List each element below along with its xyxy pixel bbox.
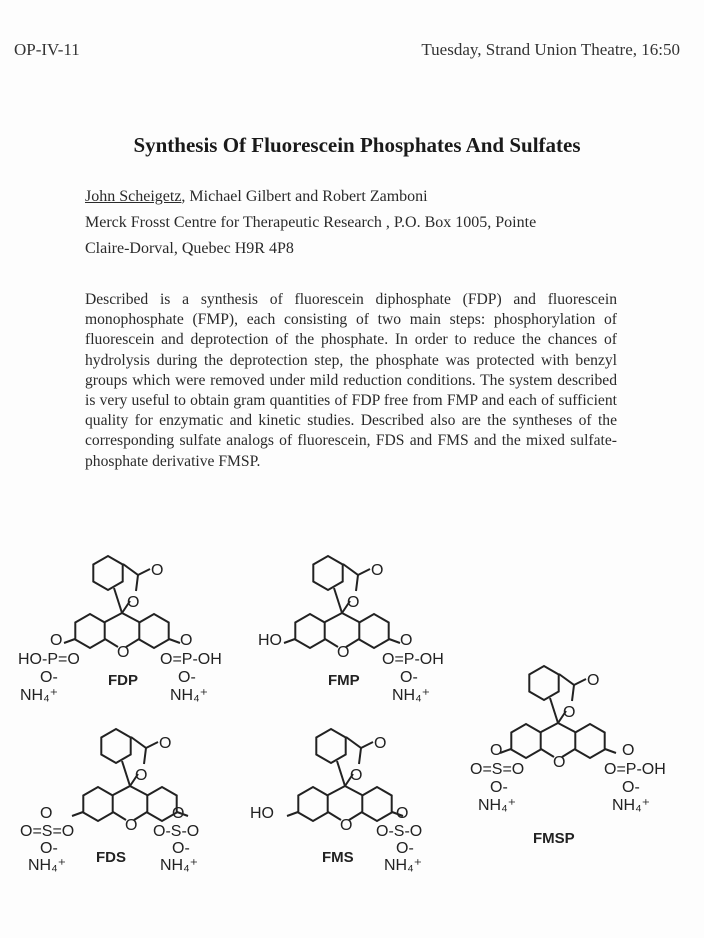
bond: [550, 698, 558, 723]
benzene-ring: [529, 666, 558, 700]
atom-label: O: [490, 742, 503, 759]
atom-label: NH₄⁺: [612, 797, 651, 814]
xanthene-ring: [511, 724, 540, 758]
bond: [389, 639, 400, 643]
atom-label: O: [159, 735, 172, 752]
xanthene-ring: [295, 614, 324, 648]
bond: [131, 737, 146, 764]
atom-label: O: [374, 735, 387, 752]
atom-label: O: [340, 817, 353, 834]
atom-label: O: [127, 594, 140, 611]
page-title: Synthesis Of Fluorescein Phosphates And Sulfates: [133, 133, 581, 157]
atom-label: O-: [490, 779, 508, 796]
atom-label: O=S=O: [470, 761, 525, 778]
atom-label: NH₄⁺: [170, 687, 209, 704]
presenting-author: John Scheigetz: [85, 188, 182, 205]
atom-label: NH₄⁺: [20, 687, 59, 704]
bond: [346, 737, 361, 764]
carbonyl-bond: [138, 569, 150, 575]
xanthene-ring: [75, 614, 104, 648]
atom-label: O=P-OH: [604, 761, 666, 778]
atom-label: NH₄⁺: [28, 857, 67, 874]
bond: [105, 613, 139, 622]
xanthene-ring: [359, 614, 388, 648]
carbonyl-bond: [361, 742, 373, 748]
atom-label: O: [347, 594, 360, 611]
atom-label: O: [40, 805, 53, 822]
atom-label: O: [50, 632, 63, 649]
atom-label: O: [563, 704, 576, 721]
atom-label: NH₄⁺: [160, 857, 199, 874]
atom-label: O-: [40, 669, 58, 686]
atom-label: O=S=O: [20, 823, 75, 840]
bond: [328, 786, 362, 795]
bond: [114, 588, 122, 613]
atom-label: HO: [258, 632, 282, 649]
benzene-ring: [316, 729, 345, 763]
carbonyl-bond: [358, 569, 370, 575]
bond: [325, 613, 359, 622]
structure-name: FMP: [328, 672, 360, 689]
benzene-ring: [93, 556, 122, 590]
bond: [113, 786, 147, 795]
atom-label: O: [172, 805, 185, 822]
structure-name: FMSP: [533, 830, 575, 847]
structure-fms: [250, 805, 422, 874]
atom-label: O: [180, 632, 193, 649]
abstract-code: OP-IV-11: [14, 40, 80, 59]
bond: [72, 812, 83, 816]
bond: [169, 639, 180, 643]
structure-name: FMS: [322, 849, 354, 866]
atom-label: HO-P=O: [18, 651, 80, 668]
bond: [605, 749, 616, 753]
atom-label: NH₄⁺: [384, 857, 423, 874]
bond: [541, 723, 575, 732]
atom-label: O: [396, 805, 409, 822]
xanthene-ring: [139, 614, 168, 648]
bond: [287, 812, 298, 816]
bond: [343, 564, 358, 591]
atom-label: O: [125, 817, 138, 834]
atom-label: O: [553, 754, 566, 771]
structure-fdp: [18, 632, 222, 704]
affiliation-line: Merck Frosst Centre for Therapeutic Research , P.O. Box 1005, Pointe: [85, 214, 537, 231]
atom-label: O-: [172, 840, 190, 857]
carbonyl-bond: [146, 742, 158, 748]
xanthene-ring: [83, 787, 112, 821]
session-info: Tuesday, Strand Union Theatre, 16:50: [421, 40, 680, 59]
bond: [122, 761, 130, 786]
xanthene-ring: [298, 787, 327, 821]
atom-label: O: [587, 672, 600, 689]
structure-fmsp: [470, 742, 666, 847]
atom-label: O: [117, 644, 130, 661]
structure-name: FDP: [108, 672, 138, 689]
bond: [559, 674, 574, 701]
bond: [64, 639, 75, 643]
atom-label: O-: [178, 669, 196, 686]
atom-label: O-: [396, 840, 414, 857]
bond: [334, 588, 342, 613]
co-authors: , Michael Gilbert and Robert Zamboni: [181, 188, 428, 205]
structure-name: FDS: [96, 849, 126, 866]
bond: [123, 564, 138, 591]
benzene-ring: [101, 729, 130, 763]
atom-label: O: [622, 742, 635, 759]
atom-label: O-: [40, 840, 58, 857]
atom-label: O-S-O: [153, 823, 200, 840]
atom-label: HO: [250, 805, 274, 822]
atom-label: O-S-O: [376, 823, 423, 840]
xanthene-ring: [362, 787, 391, 821]
atom-label: NH₄⁺: [392, 687, 431, 704]
carbonyl-bond: [574, 679, 586, 685]
atom-label: O-: [400, 669, 418, 686]
atom-label: NH₄⁺: [478, 797, 517, 814]
benzene-ring: [313, 556, 342, 590]
atom-label: O: [337, 644, 350, 661]
abstract-text: Described is a synthesis of fluorescein diphosphate (FDP) and fluorescein monophosphate (FMP), each consisting of two main steps: phosphorylation of fluorescein and deprotection of the phosphate. In order to reduce the chances of hydrolysis during the deprotection step, the phosphate was protected with benzyl groups which were removed under mild reduction conditions. The system described is very useful to obtain gram quantities of FDP free from FMP and each of sufficient quality for enzymatic and kinetic studies. Described also are the syntheses of the corresponding sulfate analogs of fluorescein, FDS and FMS and the mixed sulfate-phosphate derivative FMSP.: [85, 291, 617, 470]
xanthene-ring: [575, 724, 604, 758]
atom-label: O=P-OH: [382, 651, 444, 668]
atom-label: O: [151, 562, 164, 579]
atom-label: O: [371, 562, 384, 579]
atom-label: O: [350, 767, 363, 784]
bond: [284, 639, 295, 643]
atom-label: O-: [622, 779, 640, 796]
atom-label: O: [135, 767, 148, 784]
atom-label: O: [400, 632, 413, 649]
bond: [337, 761, 345, 786]
atom-label: O=P-OH: [160, 651, 222, 668]
affiliation-line: Claire-Dorval, Quebec H9R 4P8: [85, 240, 294, 257]
